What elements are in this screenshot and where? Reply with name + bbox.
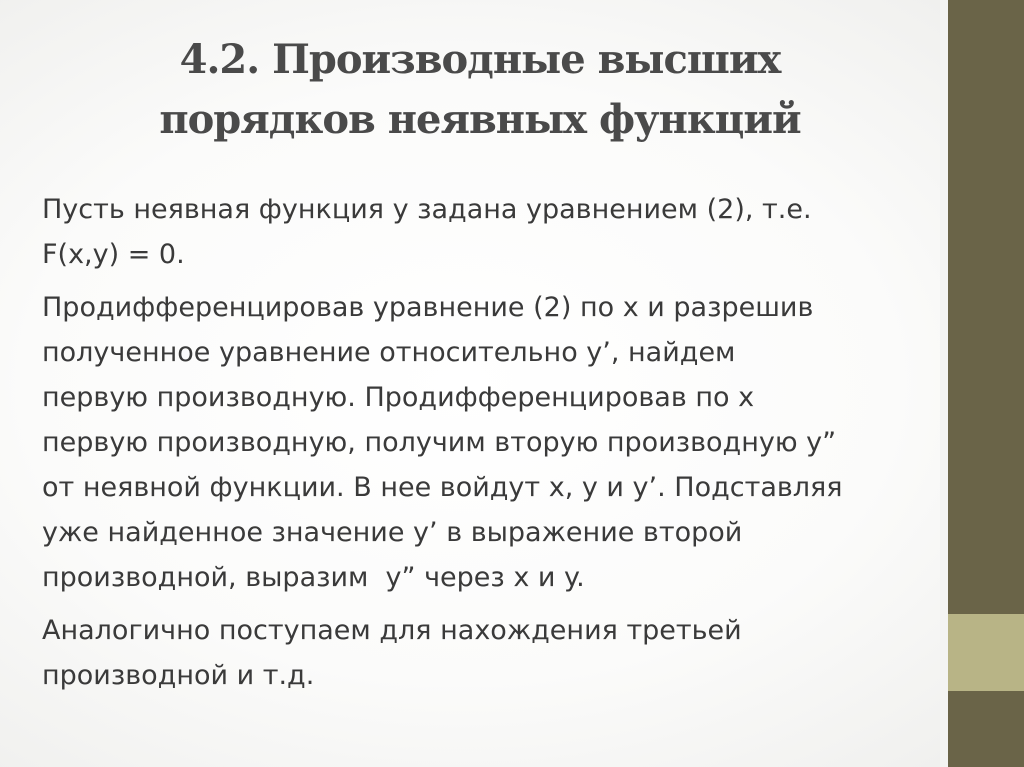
text-line: первую производную, получим вторую производную y” — [42, 427, 837, 458]
text-line: первую производную. Продифференцировав по x — [42, 382, 755, 413]
side-bar-gap — [940, 0, 948, 767]
text-line: производной и т.д. — [42, 660, 315, 691]
text-line: F(x,y) = 0. — [42, 239, 185, 270]
slide-title-line-2: порядков неявных функций — [159, 96, 801, 143]
paragraph-definition — [42, 187, 922, 277]
paragraph-conclusion — [42, 608, 922, 698]
text-line: полученное уравнение относительно y’, найдем — [42, 337, 736, 368]
slide-title — [60, 30, 900, 150]
text-line: уже найденное значение y’ в выражение второй — [42, 517, 743, 548]
text-line: производной, выразим y” через x и y. — [42, 562, 585, 593]
text-line: Пусть неявная функция y задана уравнением (2), т.е. — [42, 194, 812, 225]
text-line: Продифференцировав уравнение (2) по x и разрешив — [42, 292, 814, 323]
paragraph-method — [42, 285, 922, 600]
slide-title-line-1: 4.2. Производные высших — [179, 36, 781, 83]
slide-body — [42, 187, 922, 706]
side-bar-accent — [948, 614, 1024, 691]
text-line: от неявной функции. В нее войдут x, y и y’. Подставляя — [42, 472, 843, 503]
text-line: Аналогично поступаем для нахождения третьей — [42, 615, 742, 646]
